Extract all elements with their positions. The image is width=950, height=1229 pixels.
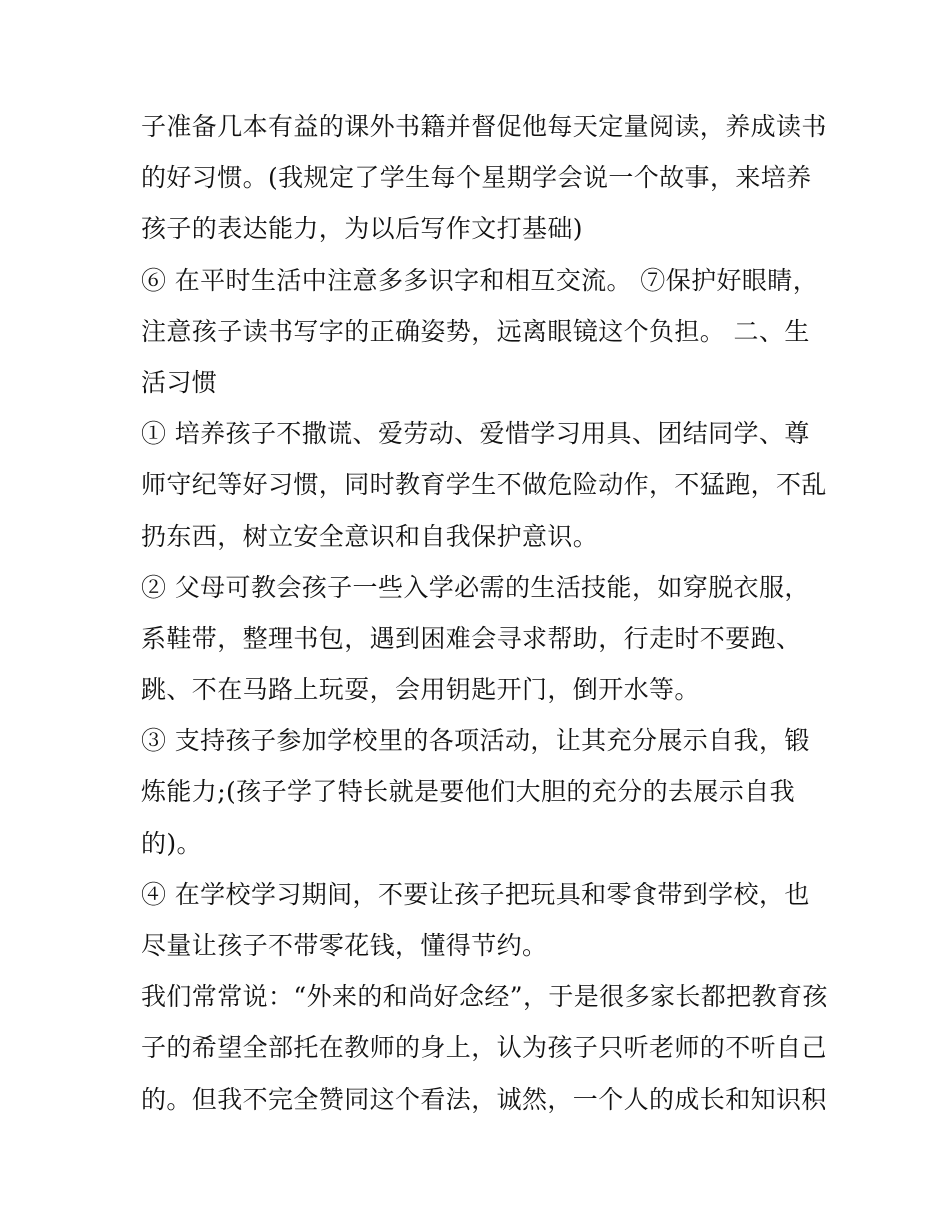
text-line: 系鞋带，整理书包，遇到困难会寻求帮助，行走时不要跑、	[141, 623, 802, 653]
text-line: ④ 在学校学习期间，不要让孩子把玩具和零食带到学校，也	[141, 879, 810, 909]
text-line: ③ 支持孩子参加学校里的各项活动，让其充分展示自我，锻	[141, 726, 810, 756]
text-line: 跳、不在马路上玩耍，会用钥匙开门，倒开水等。	[141, 675, 700, 705]
text-line: 注意孩子读书写字的正确姿势，远离眼镜这个负担。 二、生	[141, 316, 810, 346]
text-line: 的)。	[141, 828, 202, 858]
text-line: ⑥ 在平时生活中注意多多识字和相互交流。 ⑦保护好眼睛，	[141, 265, 819, 295]
text-line: ① 培养孩子不撒谎、爱劳动、爱惜学习用具、团结同学、尊	[141, 419, 810, 449]
text-line: 活习惯	[141, 367, 218, 397]
text-line: ② 父母可教会孩子一些入学必需的生活技能，如穿脱衣服，	[141, 572, 810, 602]
text-line: 子的希望全部托在教师的身上，认为孩子只听老师的不听自己	[141, 1033, 827, 1063]
text-line: 我们常常说：“外来的和尚好念经”，于是很多家长都把教育孩	[141, 982, 828, 1012]
document-text	[141, 101, 828, 1125]
text-line: 的好习惯。(我规定了学生每个星期学会说一个故事，来培养	[141, 163, 812, 193]
text-line: 师守纪等好习惯，同时教育学生不做危险动作，不猛跑，不乱	[141, 470, 827, 500]
text-line: 炼能力;(孩子学了特长就是要他们大胆的充分的去展示自我	[141, 777, 795, 807]
text-line: 尽量让孩子不带零花钱，懂得节约。	[141, 931, 548, 960]
text-line: 孩子的表达能力，为以后写作文打基础)	[141, 214, 583, 244]
text-line: 子准备几本有益的课外书籍并督促他每天定量阅读，养成读书	[141, 112, 827, 141]
text-line: 的。但我不完全赞同这个看法，诚然，一个人的成长和知识积	[141, 1084, 827, 1114]
text-line: 扔东西，树立安全意识和自我保护意识。	[141, 521, 599, 551]
